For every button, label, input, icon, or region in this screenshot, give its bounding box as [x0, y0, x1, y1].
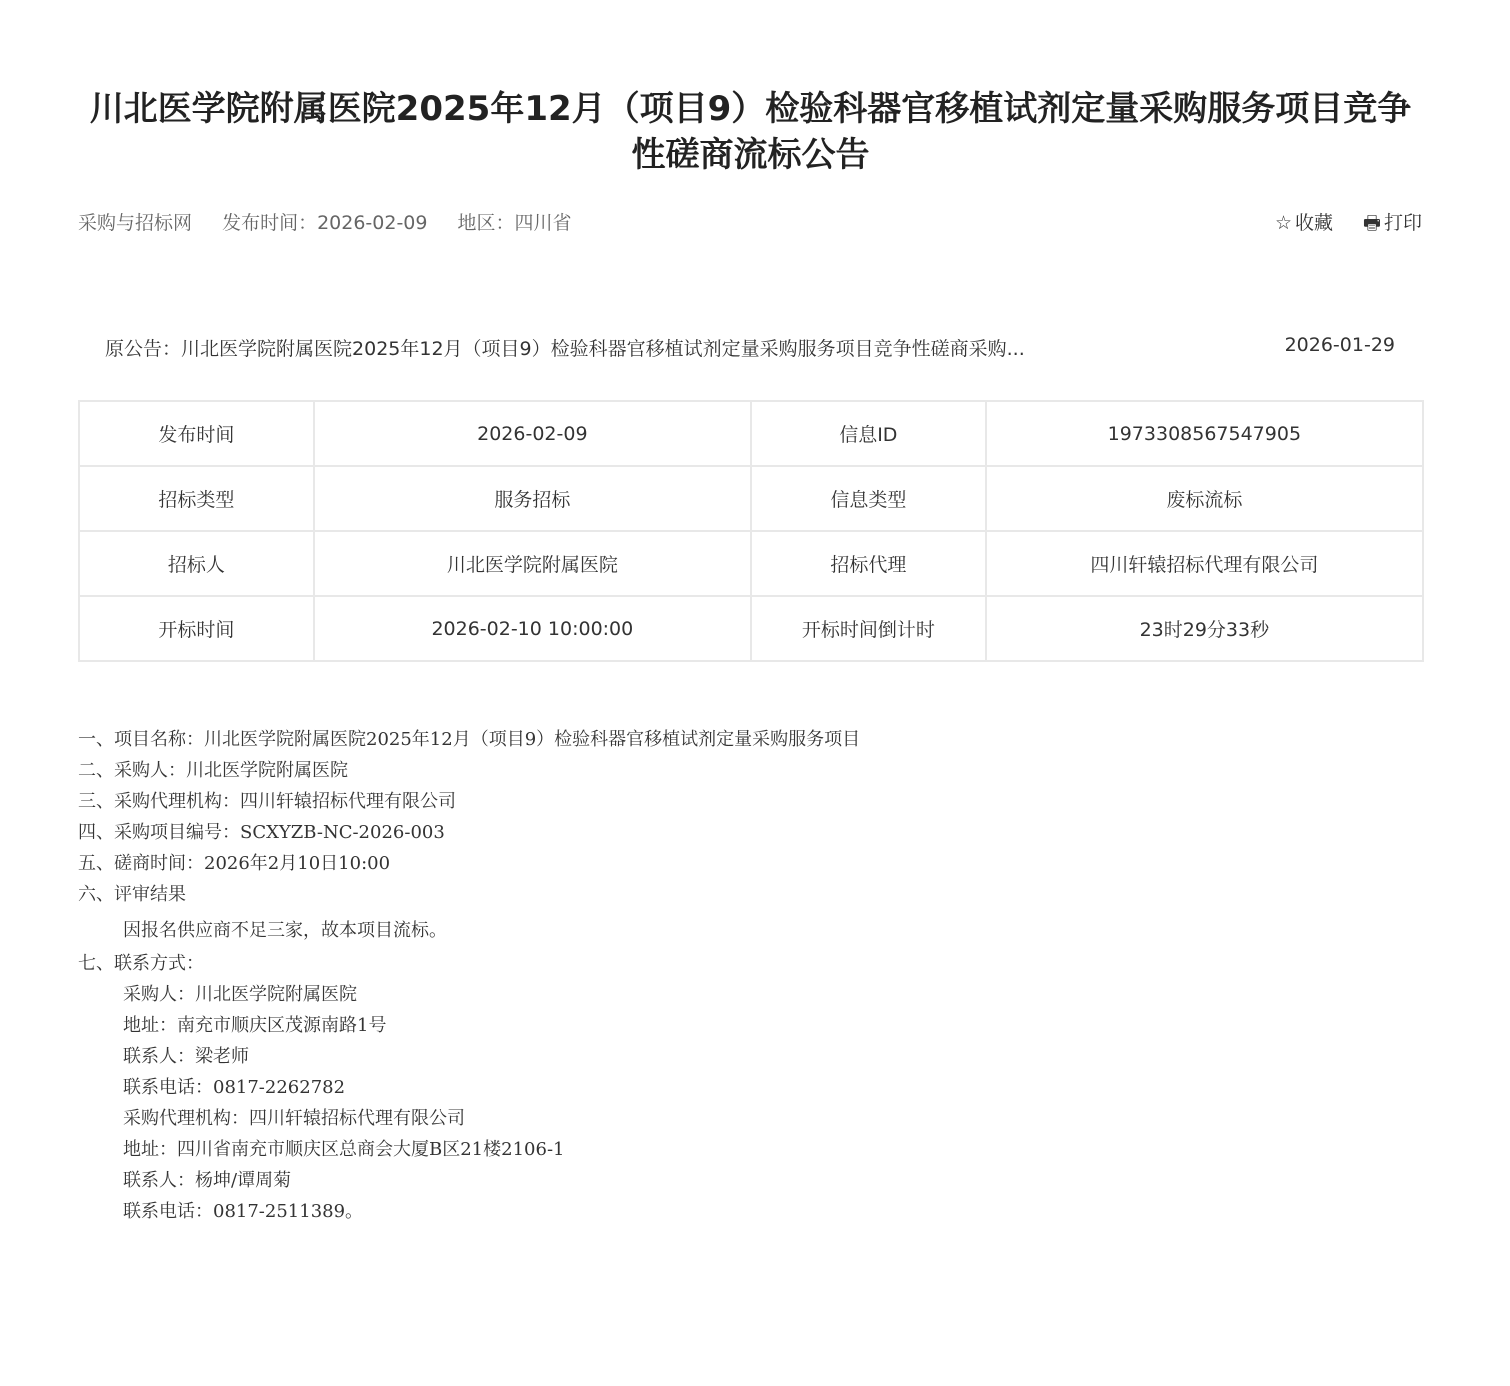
favorite-label: 收藏: [1294, 212, 1333, 234]
table-value: 四川轩辕招标代理有限公司: [986, 531, 1423, 596]
contact-line: 地址：四川省南充市顺庆区总商会大厦B区21楼2106-1: [123, 1139, 565, 1160]
action-bar: [1251, 208, 1422, 241]
table-value: 服务招标: [314, 466, 751, 531]
contact-line: 地址：南充市顺庆区茂源南路1号: [123, 1015, 387, 1036]
table-key: 开标时间倒计时: [751, 596, 986, 661]
print-label: 打印: [1383, 212, 1422, 234]
table-row: [79, 596, 1423, 661]
table-row: [79, 401, 1423, 466]
table-key: 信息ID: [751, 401, 986, 466]
favorite-button[interactable]: [1275, 212, 1333, 234]
table-row: [79, 531, 1423, 596]
contact-line: 联系人：杨坤/谭周菊: [123, 1170, 292, 1191]
table-key: 招标类型: [79, 466, 314, 531]
contact-line: 联系电话：0817-2262782: [123, 1077, 346, 1098]
table-key: 招标代理: [751, 531, 986, 596]
table-value: 川北医学院附属医院: [314, 531, 751, 596]
table-row: [79, 466, 1423, 531]
original-date: 2026-01-29: [1284, 334, 1395, 356]
meta-bar: [78, 208, 596, 235]
page-title: 川北医学院附属医院2025年12月（项目9）检验科器官移植试剂定量采购服务项目竞争性磋商流标公告: [89, 89, 1412, 175]
table-key: 招标人: [79, 531, 314, 596]
original-notice: [105, 334, 1395, 361]
content-line: 二、采购人：川北医学院附属医院: [78, 760, 348, 781]
region: 地区：四川省: [457, 212, 572, 234]
table-value: 废标流标: [986, 466, 1423, 531]
contact-line: 联系人：梁老师: [123, 1046, 249, 1067]
content-line: 五、磋商时间：2026年2月10日10:00: [78, 853, 391, 874]
content-line: 七、联系方式：: [78, 953, 204, 974]
content-line: 六、评审结果: [78, 884, 186, 905]
notice-content: [78, 724, 1378, 1227]
table-key: 发布时间: [79, 401, 314, 466]
printer-icon: 🖶: [1363, 212, 1381, 234]
publish-time: 发布时间：2026-02-09: [222, 212, 428, 234]
contact-line: 采购人：川北医学院附属医院: [123, 984, 357, 1005]
original-notice-link[interactable]: 川北医学院附属医院2025年12月（项目9）检验科器官移植试剂定量采购服务项目竞争性磋商采购...: [181, 338, 1025, 360]
star-icon: ☆: [1274, 212, 1292, 234]
contact-line: 采购代理机构：四川轩辕招标代理有限公司: [123, 1108, 465, 1129]
table-value: 2026-02-10 10:00:00: [314, 596, 751, 661]
review-result-text: 因报名供应商不足三家，故本项目流标。: [123, 920, 447, 941]
info-table: [78, 400, 1424, 662]
original-label: 原公告：: [105, 338, 182, 360]
content-line: 三、采购代理机构：四川轩辕招标代理有限公司: [78, 791, 456, 812]
table-key: 信息类型: [751, 466, 986, 531]
source-site: 采购与招标网: [78, 212, 193, 234]
contact-line: 联系电话：0817-2511389。: [123, 1201, 364, 1222]
table-value: 1973308567547905: [986, 401, 1423, 466]
print-button[interactable]: [1363, 212, 1422, 234]
table-value: 2026-02-09: [314, 401, 751, 466]
table-key: 开标时间: [79, 596, 314, 661]
content-line: 四、采购项目编号：SCXYZB-NC-2026-003: [78, 822, 445, 843]
content-line: 一、项目名称：川北医学院附属医院2025年12月（项目9）检验科器官移植试剂定量采购服务项目: [78, 729, 861, 750]
table-value: 23时29分33秒: [986, 596, 1423, 661]
